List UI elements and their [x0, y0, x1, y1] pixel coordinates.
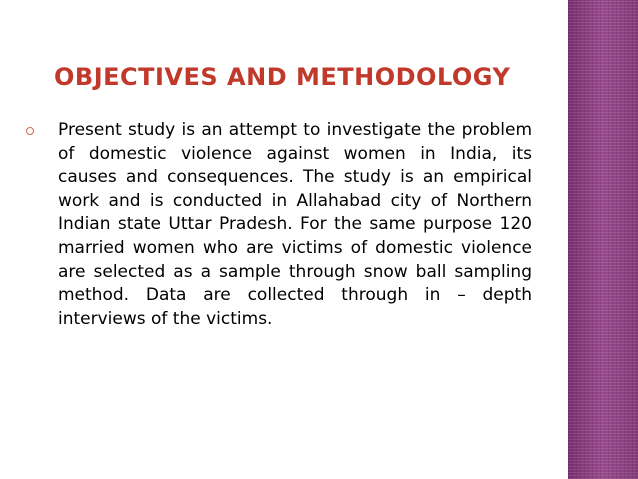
- decorative-side-band: [568, 0, 638, 479]
- circle-bullet-icon: [26, 127, 34, 135]
- slide-title: OBJECTIVES AND METHODOLOGY: [54, 63, 511, 91]
- bullet-text: Present study is an attempt to investigate the problem of domestic violence against women in India, its causes and consequences. The study is an empirical work and is conducted in Allahabad city of Northern Indian state Uttar Pradesh. For the same purpose 120 married women who are victims of domestic violence are selected as a sample through snow ball sampling method. Data are collected through in – depth interviews of the victims.: [58, 120, 532, 329]
